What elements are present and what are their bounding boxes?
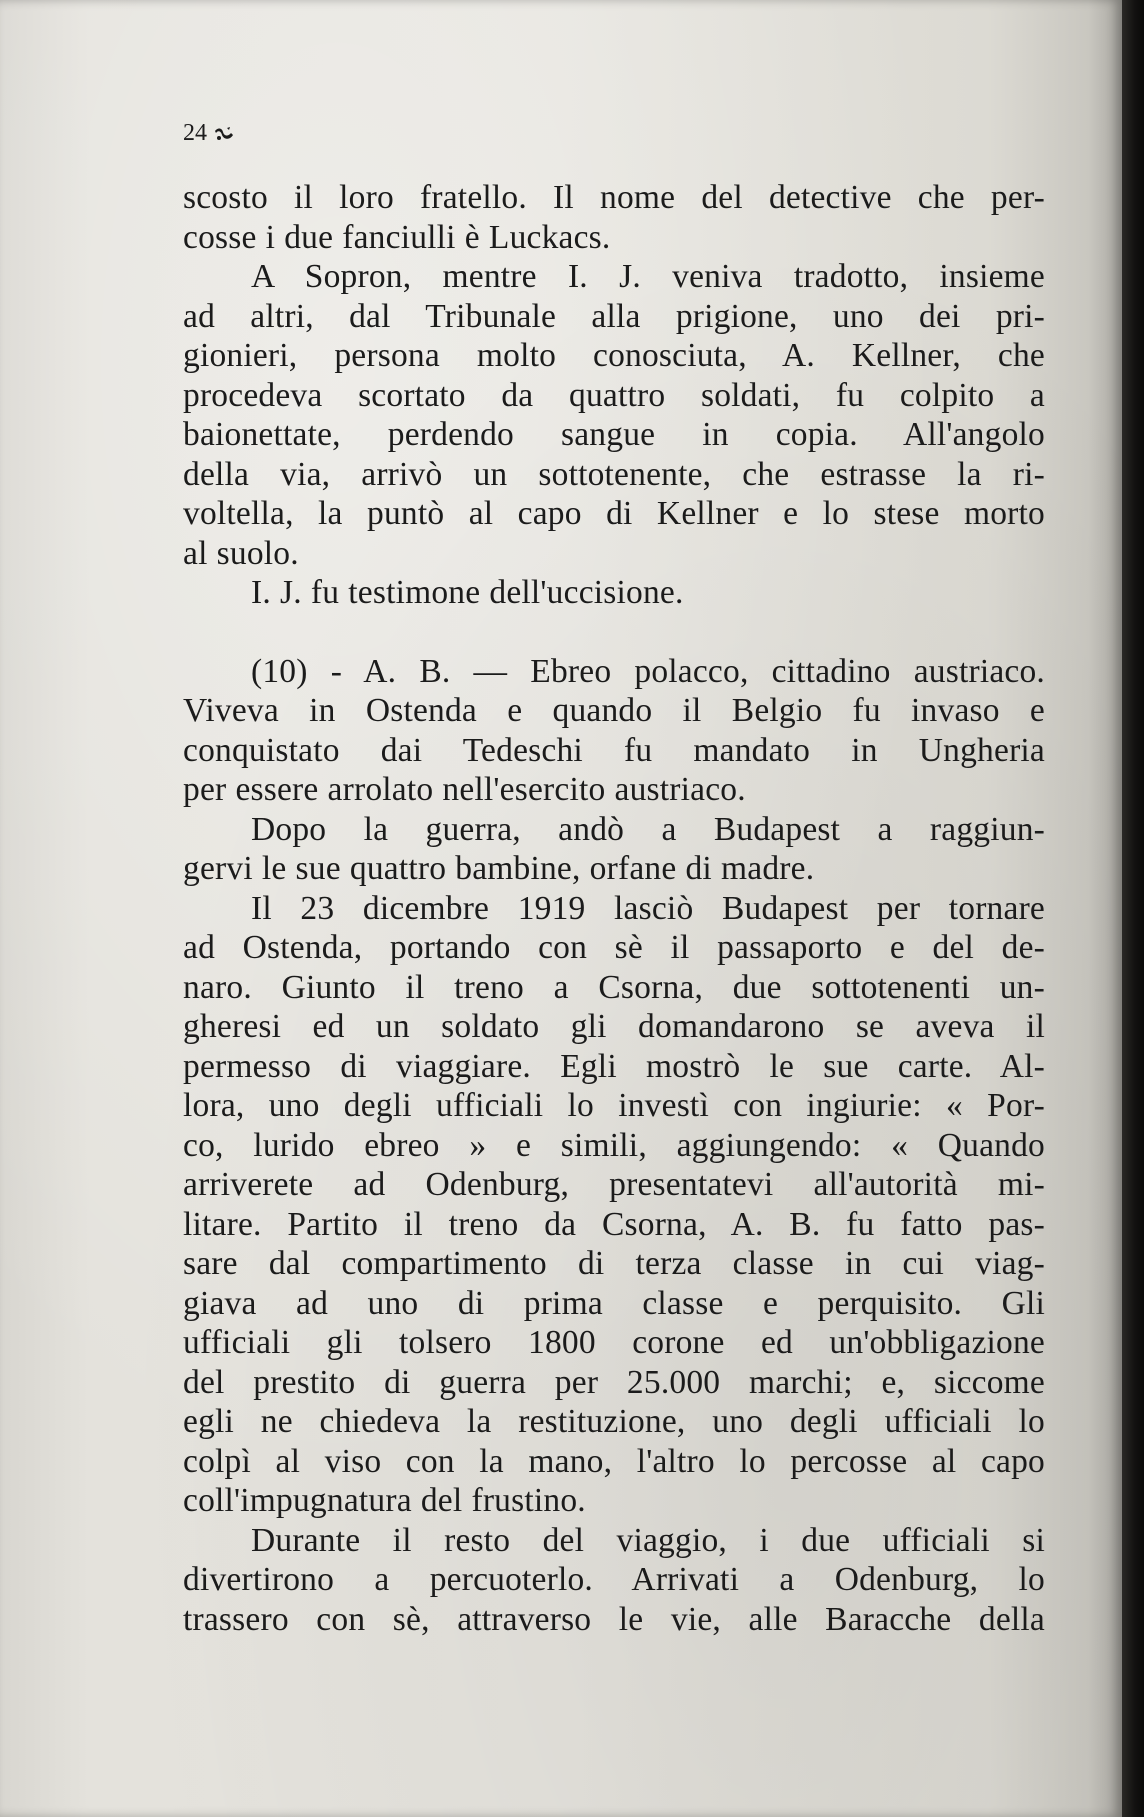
text-line: trassero con sè, attraverso le vie, alle Baracche della [183, 1600, 1045, 1638]
text-line: (10) - A. B. — Ebreo polacco, cittadino austriaco. [251, 652, 1045, 690]
text-line: conquistato dai Tedeschi fu mandato in Ungheria [183, 731, 1045, 769]
text-line: della via, arrivò un sottotenente, che estrasse la ri- [183, 455, 1045, 493]
fleuron-ornament-icon [213, 126, 235, 142]
paragraph [183, 178, 1045, 218]
paragraph [183, 810, 1045, 850]
paragraph [183, 1560, 1045, 1600]
paragraph [183, 691, 1045, 731]
paragraph-gap [183, 613, 1045, 652]
paragraph [183, 770, 1045, 810]
text-line: voltella, la puntò al capo di Kellner e lo stese morto [183, 495, 1045, 532]
text-line: gervi le sue quattro bambine, orfane di madre. [183, 850, 815, 887]
book-spine-edge [1122, 0, 1144, 1817]
paragraph [183, 376, 1045, 416]
paragraph [183, 731, 1045, 771]
text-line: Il 23 dicembre 1919 lasciò Budapest per tornare [251, 889, 1045, 927]
paragraph [183, 1600, 1045, 1640]
text-line: divertirono a percuoterlo. Arrivati a Odenburg, lo [183, 1561, 1045, 1598]
paragraph [183, 1007, 1045, 1047]
text-line: ad Ostenda, portando con sè il passaporto e del de- [183, 929, 1045, 966]
paragraph [183, 218, 1045, 258]
text-line: arriverete ad Odenburg, presentatevi all'autorità mi- [183, 1166, 1045, 1203]
paragraph [183, 889, 1045, 929]
paragraph [183, 1521, 1045, 1561]
text-line: permesso di viaggiare. Egli mostrò le sue carte. Al- [183, 1047, 1045, 1085]
page-header [183, 120, 235, 147]
body-text [183, 178, 1045, 1639]
paragraph [183, 257, 1045, 297]
paragraph [183, 1442, 1045, 1482]
text-line: baionettate, perdendo sangue in copia. All'angolo [183, 416, 1045, 453]
text-line: gheresi ed un soldato gli domandarono se aveva il [183, 1008, 1045, 1045]
text-line: Durante il resto del viaggio, i due ufficiali si [251, 1521, 1045, 1559]
paragraph [183, 1323, 1045, 1363]
paragraph [183, 336, 1045, 376]
paragraph [183, 573, 1045, 613]
text-line: giava ad uno di prima classe e perquisito. Gli [183, 1284, 1045, 1322]
text-line: procedeva scortato da quattro soldati, fu colpito a [183, 376, 1045, 414]
text-line: cosse i due fanciulli è Luckacs. [183, 218, 611, 256]
text-line: lora, uno degli ufficiali lo investì con ingiurie: « Por- [183, 1087, 1045, 1124]
paragraph [183, 1086, 1045, 1126]
text-line: Viveva in Ostenda e quando il Belgio fu invaso e [183, 692, 1045, 729]
paragraph [183, 415, 1045, 455]
paragraph [183, 1126, 1045, 1166]
paragraph [183, 1481, 1045, 1521]
paragraph [183, 534, 1045, 574]
paragraph [183, 1244, 1045, 1284]
text-line: sare dal compartimento di terza classe in cui viag- [183, 1245, 1045, 1282]
text-line: naro. Giunto il treno a Csorna, due sottotenenti un- [183, 968, 1045, 1006]
paragraph [183, 928, 1045, 968]
paragraph [183, 652, 1045, 692]
paragraph [183, 849, 1045, 889]
text-line: co, lurido ebreo » e simili, aggiungendo: « Quando [183, 1126, 1045, 1164]
paragraph [183, 1402, 1045, 1442]
text-line: del prestito di guerra per 25.000 marchi; e, siccome [183, 1363, 1045, 1401]
paragraph [183, 297, 1045, 337]
paragraph [183, 1165, 1045, 1205]
paragraph [183, 494, 1045, 534]
paragraph [183, 1047, 1045, 1087]
paragraph [183, 1363, 1045, 1403]
text-line: coll'impugnatura del frustino. [183, 1482, 586, 1519]
text-line: ufficiali gli tolsero 1800 corone ed un'obbligazione [183, 1324, 1045, 1361]
paragraph [183, 1284, 1045, 1324]
text-line: I. J. fu testimone dell'uccisione. [251, 574, 684, 611]
text-line: A Sopron, mentre I. J. veniva tradotto, insieme [251, 258, 1045, 295]
text-line: ad altri, dal Tribunale alla prigione, uno dei pri- [183, 297, 1045, 335]
text-line: egli ne chiedeva la restituzione, uno degli ufficiali lo [183, 1403, 1045, 1440]
text-line: colpì al viso con la mano, l'altro lo percosse al capo [183, 1442, 1045, 1480]
text-line: scosto il loro fratello. Il nome del detective che per- [183, 179, 1045, 216]
paragraph [183, 968, 1045, 1008]
text-line: litare. Partito il treno da Csorna, A. B. fu fatto pas- [183, 1205, 1045, 1243]
paragraph [183, 455, 1045, 495]
paragraph [183, 1205, 1045, 1245]
page-number: 24 [183, 120, 207, 146]
text-line: per essere arrolato nell'esercito austriaco. [183, 771, 746, 808]
text-line: al suolo. [183, 534, 299, 572]
text-line: gionieri, persona molto conosciuta, A. Kellner, che [183, 337, 1045, 374]
text-line: Dopo la guerra, andò a Budapest a raggiun- [251, 810, 1045, 848]
